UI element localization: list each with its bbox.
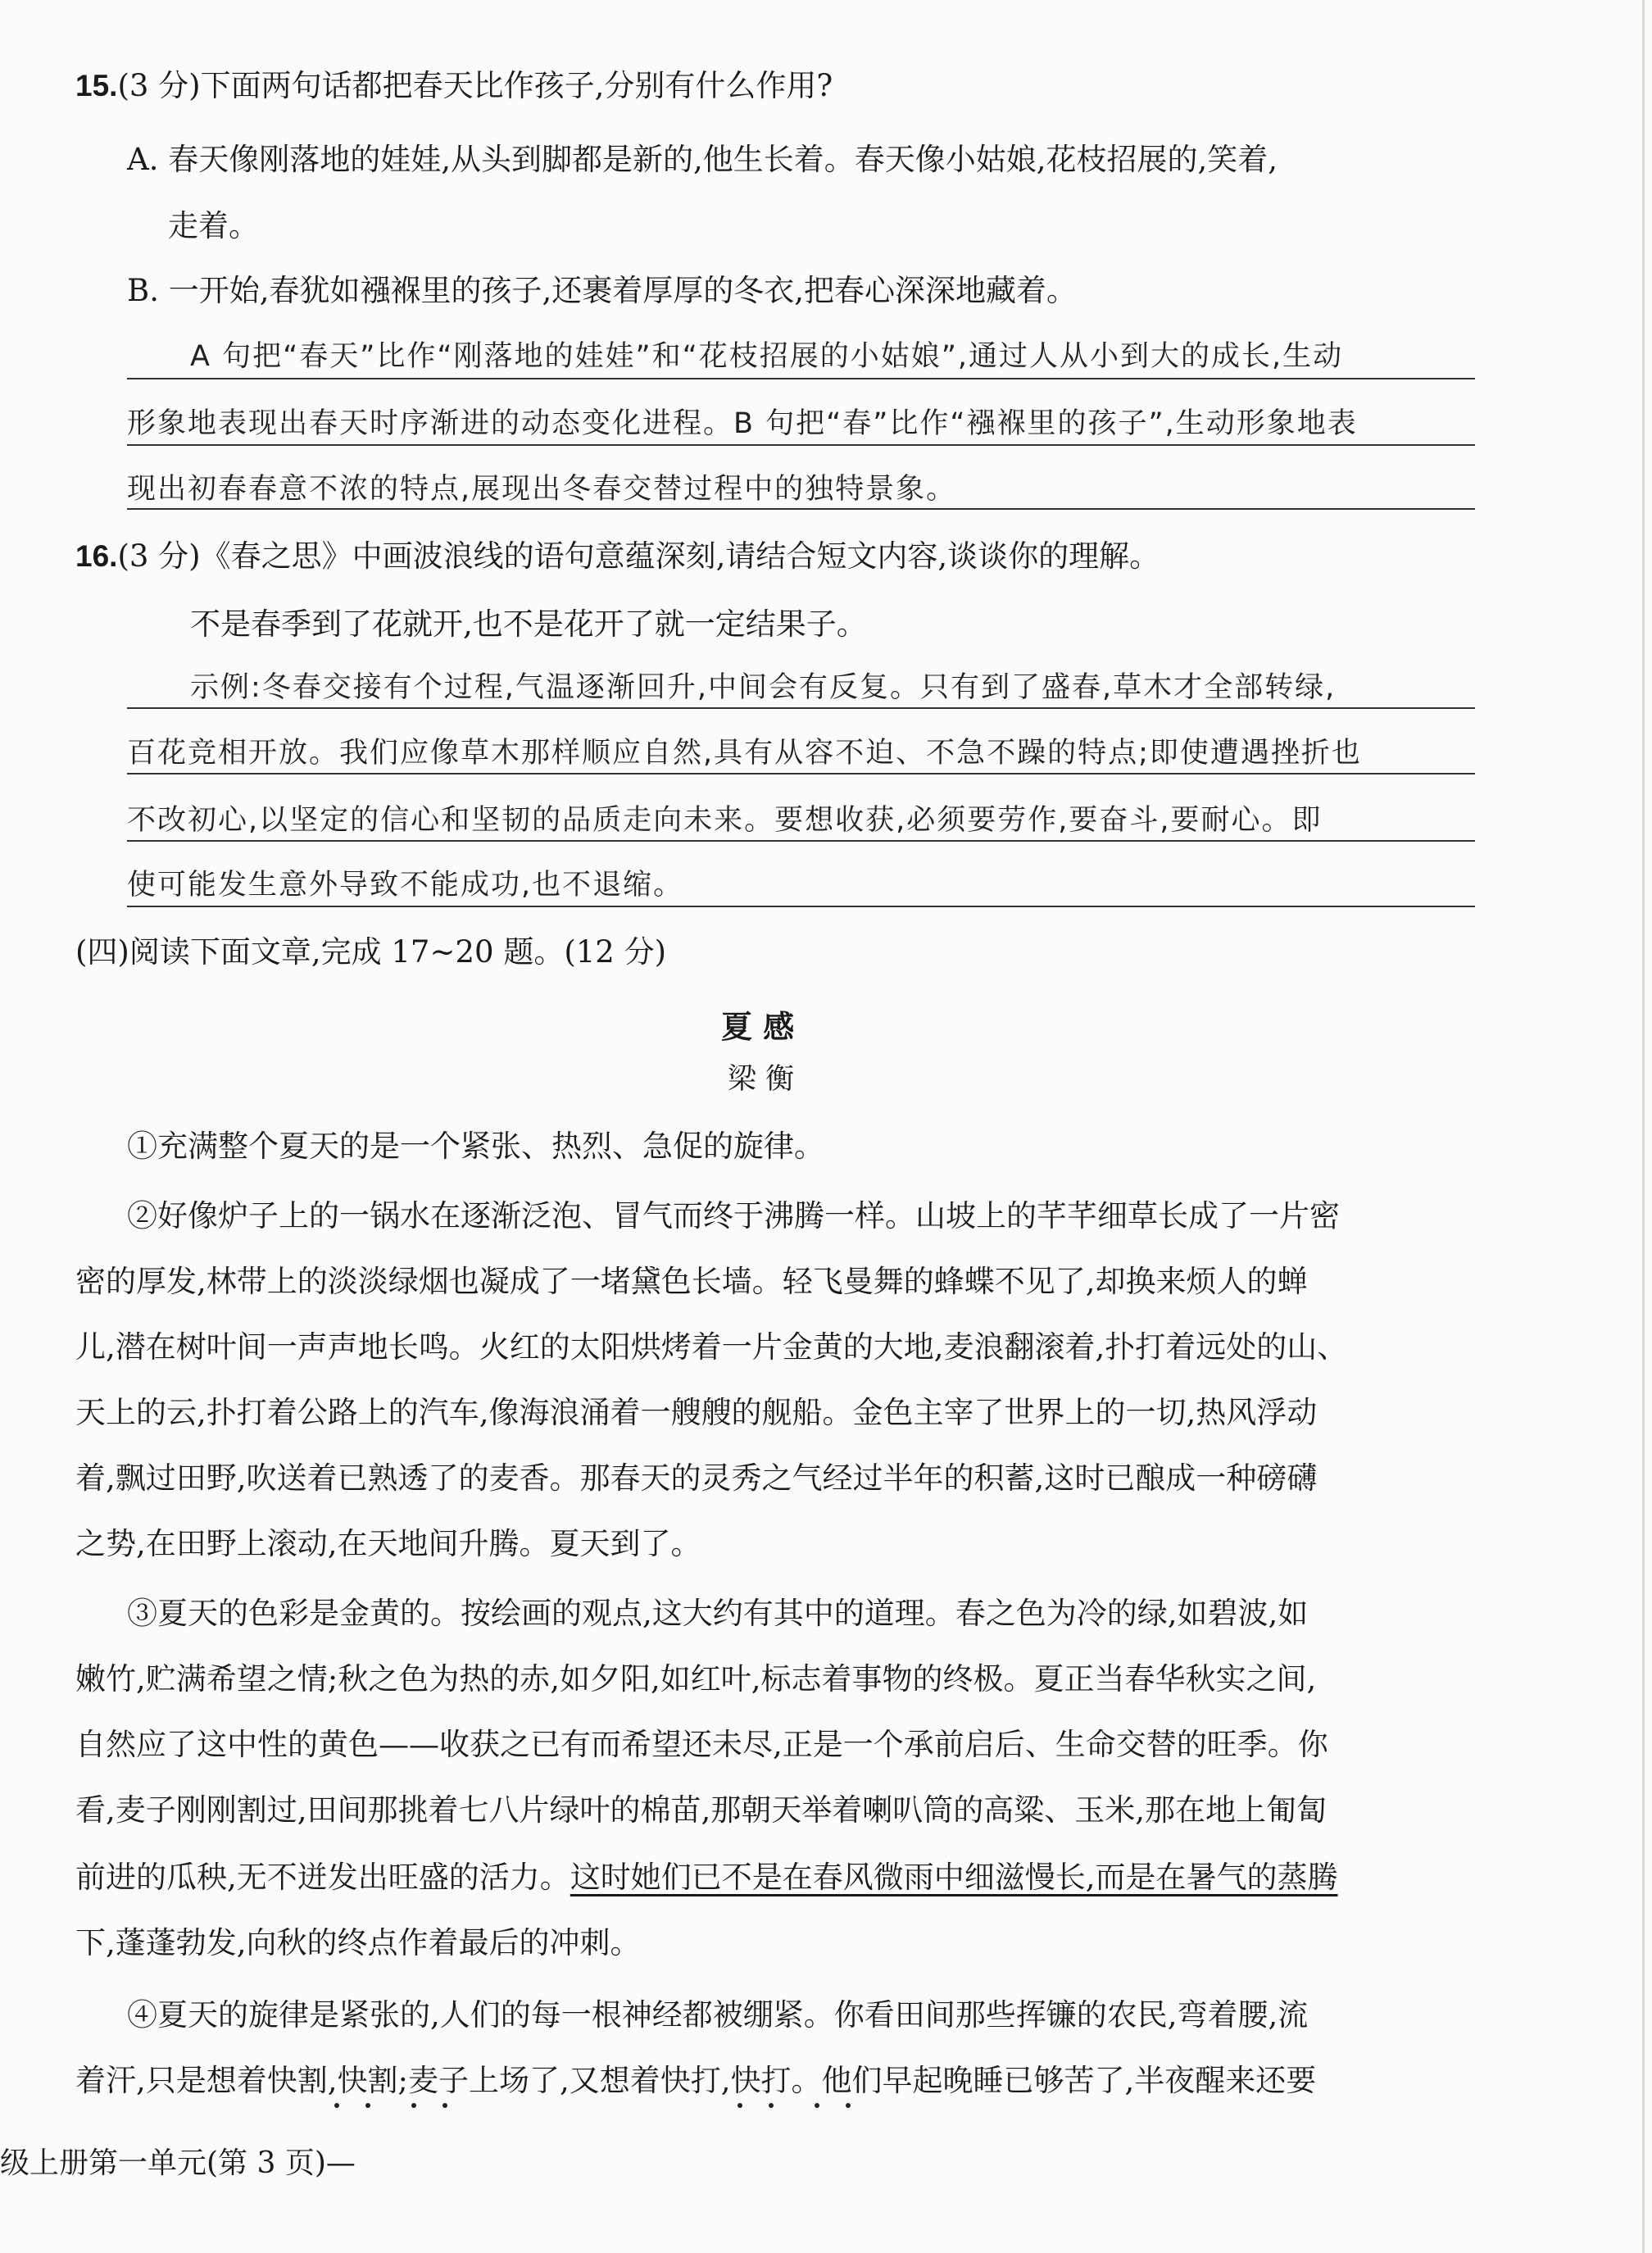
answer-underline [127,707,1475,709]
emphasis-dot [442,2103,447,2108]
q16-answer-line: 示例:冬春交接有个过程,气温逐渐回升,中间会有反复。只有到了盛春,草木才全部转绿, [190,671,1337,704]
q15-option-a-line2: 走着。 [168,208,259,243]
q16-prompt: (3 分)《春之思》中画波浪线的语句意蕴深刻,请结合短文内容,谈谈你的理解。 [117,538,1160,574]
section-heading: (四)阅读下面文章,完成 17~20 题。(12 分) [75,934,667,970]
article-paragraph-2-line: 着,飘过田野,吹送着已熟透了的麦香。那春天的灵秀之气经过半年的积蓄,这时已酿成一种磅礴 [75,1460,1318,1496]
q15-option-a-line1: A. 春天像刚落地的娃娃,从头到脚都是新的,他生长着。春天像小姑娘,花枝招展的,笑着, [127,142,1278,177]
q15-prompt: (3 分)下面两句话都把春天比作孩子,分别有什么作用? [117,68,833,103]
emphasis-dot [738,2103,742,2108]
article-paragraph-1: ①充满整个夏天的是一个紧张、热烈、急促的旋律。 [127,1129,824,1164]
answer-underline [127,444,1475,446]
answer-underline [127,840,1475,842]
q15-option-b: B. 一开始,春犹如襁褓里的孩子,还裹着厚厚的冬衣,把春心深深地藏着。 [127,273,1077,308]
article-paragraph-4-line: ④夏天的旋律是紧张的,人们的每一根神经都被绷紧。你看田间那些挥镰的农民,弯着腰,流 [127,1997,1309,2033]
q15-answer-line: 形象地表现出春天时序渐进的动态变化进程。B 句把“春”比作“襁褓里的孩子”,生动形象地表 [127,407,1358,440]
article-paragraph-4-line: 着汗,只是想着快割,快割;麦子上场了,又想着快打,快打。他们早起晚睡已够苦了,半夜醒来还要 [75,2063,1317,2098]
article-paragraph-3-line [75,1860,1338,1895]
page-footer: 级上册第一单元(第 3 页)— [0,2146,356,2180]
paragraph-3-plain: 前进的瓜秧,无不迸发出旺盛的活力。 [75,1860,570,1895]
article-author: 梁 衡 [728,1063,795,1096]
article-paragraph-3-line: ③夏天的色彩是金黄的。按绘画的观点,这大约有其中的道理。春之色为冷的绿,如碧波,如 [127,1596,1309,1631]
emphasis-dot [815,2103,819,2108]
article-paragraph-3-line: 自然应了这中性的黄色——收获之已有而希望还未尽,正是一个承前启后、生命交替的旺季。你 [75,1727,1328,1762]
answer-underline [127,773,1475,774]
article-title: 夏 感 [721,1009,795,1045]
underlined-sentence-continued: 下,蓬蓬勃发,向秋的终点作着最后的冲刺。 [75,1925,641,1960]
article-paragraph-2-line: 密的厚发,林带上的淡淡绿烟也凝成了一堵黛色长墙。轻飞曼舞的蜂蝶不见了,却换来烦人的蝉 [75,1264,1308,1299]
emphasis-dot [365,2103,370,2108]
emphasis-dot [769,2103,774,2108]
page-edge [1642,0,1645,2253]
emphasis-dot [334,2103,339,2108]
q16-number: 16. [75,539,118,573]
article-paragraph-2-line: 儿,潜在树叶间一声声地长鸣。火红的太阳烘烤着一片金黄的大地,麦浪翻滚着,扑打着远处的山、 [75,1329,1348,1365]
q16-answer-line: 使可能发生意外导致不能成功,也不退缩。 [127,869,684,902]
q16-answer-line: 不改初心,以坚定的信心和坚韧的品质走向未来。要想收获,必须要劳作,要奋斗,要耐心。即 [127,804,1323,837]
q16-answer-line: 百花竞相开放。我们应像草木那样顺应自然,具有从容不迫、不急不躁的特点;即使遭遇挫折也 [127,737,1362,770]
article-paragraph-3-line: 嫩竹,贮满希望之情;秋之色为热的赤,如夕阳,如红叶,标志着事物的终极。夏正当春华秋实之间, [75,1661,1317,1697]
answer-underline [127,508,1475,510]
article-paragraph-2-line: 之势,在田野上滚动,在天地间升腾。夏天到了。 [75,1526,701,1561]
q15-answer-line: 现出初春春意不浓的特点,展现出冬春交替过程中的独特景象。 [127,473,957,506]
emphasis-dot [846,2103,851,2108]
q15-answer-line: A 句把“春天”比作“刚落地的娃娃”和“花枝招展的小姑娘”,通过人从小到大的成长,生动 [190,340,1344,373]
answer-underline [127,378,1475,379]
q15-prompt-line [75,70,833,101]
q15-number: 15. [75,69,118,102]
article-paragraph-2-line: ②好像炉子上的一锅水在逐渐泛泡、冒气而终于沸腾一样。山坡上的芊芊细草长成了一片密 [127,1198,1340,1233]
answer-underline [127,906,1475,907]
article-paragraph-3-line: 看,麦子刚刚割过,田间那挑着七八片绿叶的棉苗,那朝天举着喇叭筒的高粱、玉米,那在地上匍匐 [75,1792,1328,1828]
article-paragraph-2-line: 天上的云,扑打着公路上的汽车,像海浪涌着一艘艘的舰船。金色主宰了世界上的一切,热风浮动 [75,1395,1318,1430]
q16-prompt-line [75,538,1160,574]
emphasis-dot [411,2103,416,2108]
q16-quote: 不是春季到了花就开,也不是花开了就一定结果子。 [190,606,867,642]
underlined-sentence: 这时她们已不是在春风微雨中细滋慢长,而是在暑气的蒸腾 [570,1860,1338,1895]
